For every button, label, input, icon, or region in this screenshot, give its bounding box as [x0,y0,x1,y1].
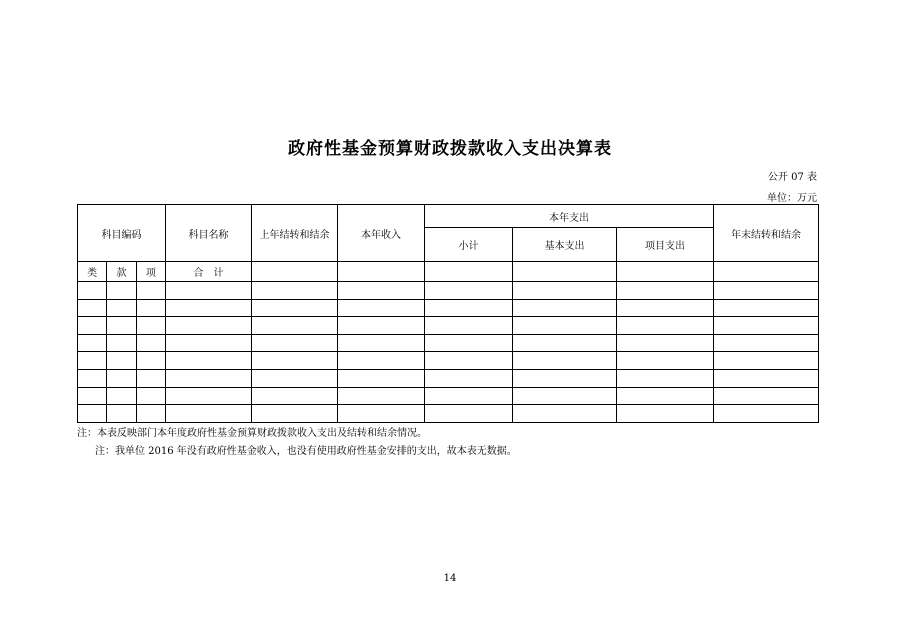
header-subject-name: 科目名称 [166,205,252,262]
note-2: 注：我单位 2016 年没有政府性基金收入，也没有使用政府性基金安排的支出，故本表无数据。 [95,446,517,457]
table-cell [714,262,819,282]
table-cell [338,387,425,405]
table-cell [513,262,617,282]
table-cell [78,369,166,387]
table-cell [252,299,338,317]
table-cell [425,352,513,370]
table-cell [425,317,513,335]
table-cell [513,405,617,423]
table-cell [617,282,714,300]
table-cell [78,387,166,405]
table-row [78,387,819,405]
table-cell [252,282,338,300]
table-cell [714,334,819,352]
code-item-label: 项 [136,262,165,281]
table-cell [252,387,338,405]
table-cell [78,334,166,352]
header-year-end-balance: 年末结转和结余 [714,205,819,262]
table-cell [617,262,714,282]
header-current-income: 本年收入 [338,205,425,262]
table-cell [714,405,819,423]
table-cell [252,334,338,352]
table-cell [425,334,513,352]
table-cell [166,282,252,300]
table-cell [78,405,166,423]
table-cell [617,387,714,405]
table-cell [166,352,252,370]
table-cell [425,369,513,387]
table-cell [338,317,425,335]
table-cell [166,334,252,352]
table-cell [513,334,617,352]
budget-table [77,204,819,423]
table-cell [714,282,819,300]
header-row-1 [78,205,819,228]
table-cell [252,352,338,370]
total-row [78,262,819,282]
table-cell [338,334,425,352]
table-row [78,369,819,387]
page-number: 14 [443,573,457,584]
table-row [78,334,819,352]
table-cell [166,405,252,423]
header-subject-code: 科目编码 [78,205,166,262]
table-cell [425,299,513,317]
table-cell [338,352,425,370]
header-subtotal: 小计 [425,228,513,262]
table-row [78,299,819,317]
table-cell [617,405,714,423]
code-section-label: 款 [106,262,135,281]
table-cell [425,405,513,423]
table-cell [338,405,425,423]
table-cell [338,369,425,387]
table-cell [714,369,819,387]
code-class-label: 类 [87,268,98,279]
table-cell [338,299,425,317]
table-cell [338,282,425,300]
total-label: 合 计 [166,262,252,282]
header-basic-expense: 基本支出 [513,228,617,262]
table-cell [166,387,252,405]
header-current-expense: 本年支出 [425,205,714,228]
table-cell [425,282,513,300]
header-prev-balance: 上年结转和结余 [252,205,338,262]
table-cell [78,352,166,370]
table-cell [78,282,166,300]
table-row [78,405,819,423]
table-cell [513,352,617,370]
table-cell [513,299,617,317]
table-cell [166,299,252,317]
table-cell [617,317,714,335]
table-cell [252,262,338,282]
table-cell [252,369,338,387]
table-cell [617,369,714,387]
table-cell [252,317,338,335]
table-cell [513,282,617,300]
table-cell [513,387,617,405]
code-subheader-cell [78,262,166,282]
table-row [78,282,819,300]
table-cell [714,317,819,335]
table-cell [78,317,166,335]
table-cell [425,262,513,282]
header-project-expense: 项目支出 [617,228,714,262]
table-cell [617,334,714,352]
table-cell [513,317,617,335]
form-code: 公开 07 表 [767,172,817,183]
table-cell [617,352,714,370]
table-cell [425,387,513,405]
note-1: 注：本表反映部门本年度政府性基金预算财政拨款收入支出及结转和结余情况。 [77,428,427,439]
table-cell [513,369,617,387]
table-cell [617,299,714,317]
table-cell [252,405,338,423]
table-cell [338,262,425,282]
table-cell [166,369,252,387]
table-row [78,352,819,370]
table-cell [714,352,819,370]
table-cell [78,299,166,317]
table-cell [714,299,819,317]
table-row [78,317,819,335]
table-cell [166,317,252,335]
unit-label: 单位：万元 [767,193,817,204]
table-cell [714,387,819,405]
document-title: 政府性基金预算财政拨款收入支出决算表 [288,139,612,159]
